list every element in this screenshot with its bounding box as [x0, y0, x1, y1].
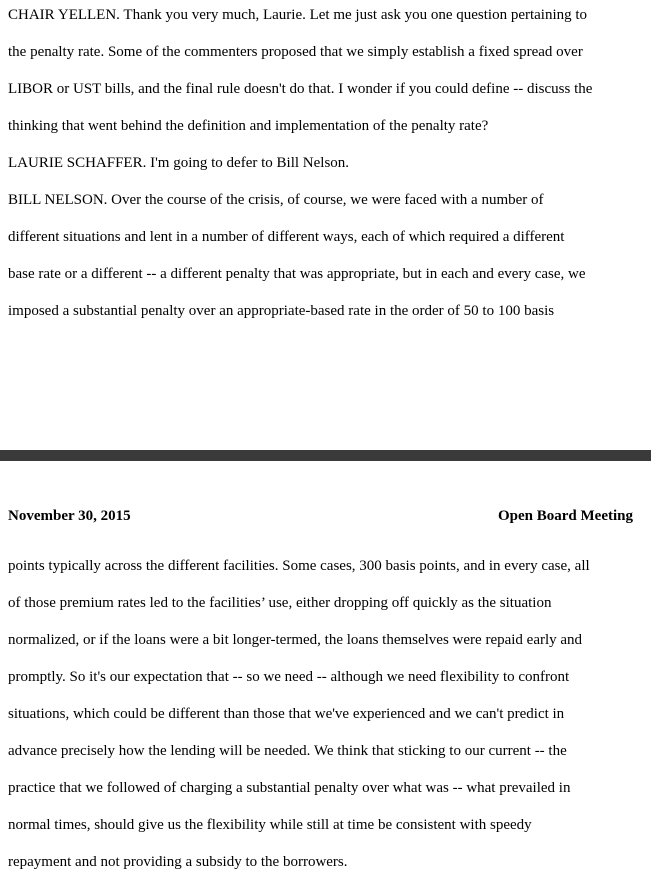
transcript-line: LIBOR or UST bills, and the final rule doesn't do that. I wonder if you could define -- discuss the	[8, 81, 593, 97]
transcript-page-top	[8, 0, 648, 330]
page-break-divider	[0, 450, 651, 461]
transcript-line: points typically across the different facilities. Some cases, 300 basis points, and in every case, all	[8, 558, 590, 574]
transcript-line: promptly. So it's our expectation that -- so we need -- although we need flexibility to confront	[8, 669, 570, 685]
header-date: November 30, 2015	[8, 508, 131, 524]
transcript-line: of those premium rates led to the facilities’ use, either dropping off quickly as the situation	[8, 595, 552, 611]
transcript-line: repayment and not providing a subsidy to the borrowers.	[8, 854, 348, 870]
page-header	[8, 508, 633, 530]
header-title: Open Board Meeting	[498, 508, 633, 524]
transcript-line: the penalty rate. Some of the commenters proposed that we simply establish a fixed spread over	[8, 44, 583, 60]
transcript-line: normal times, should give us the flexibility while still at time be consistent with speedy	[8, 817, 532, 833]
transcript-line: advance precisely how the lending will be needed. We think that sticking to our current -- the	[8, 743, 567, 759]
transcript-line: thinking that went behind the definition and implementation of the penalty rate?	[8, 118, 489, 134]
transcript-line: imposed a substantial penalty over an appropriate-based rate in the order of 50 to 100 basis	[8, 303, 555, 319]
transcript-line: base rate or a different -- a different penalty that was appropriate, but in each and every case, we	[8, 266, 586, 282]
transcript-line: normalized, or if the loans were a bit longer-termed, the loans themselves were repaid early and	[8, 632, 583, 648]
transcript-page-bottom	[8, 548, 648, 881]
transcript-line: CHAIR YELLEN. Thank you very much, Laurie. Let me just ask you one question pertaining to	[8, 7, 588, 23]
transcript-line: practice that we followed of charging a substantial penalty over what was -- what prevailed in	[8, 780, 571, 796]
transcript-line: different situations and lent in a number of different ways, each of which required a different	[8, 229, 565, 245]
transcript-line: LAURIE SCHAFFER. I'm going to defer to Bill Nelson.	[8, 155, 350, 171]
transcript-line: BILL NELSON. Over the course of the crisis, of course, we were faced with a number of	[8, 192, 544, 208]
transcript-line: situations, which could be different than those that we've experienced and we can't predict in	[8, 706, 565, 722]
